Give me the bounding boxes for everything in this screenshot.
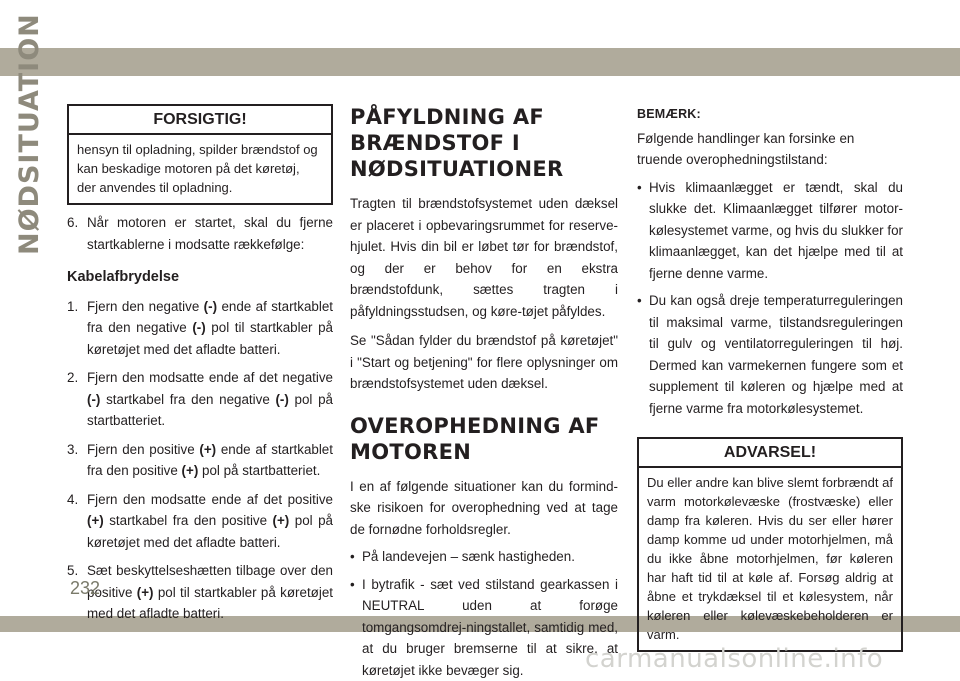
list-item (67, 296, 333, 361)
list-item-step-6 (67, 212, 333, 255)
step-number: 6. (67, 212, 87, 255)
warning-text: Du eller andre kan blive slemt forbrændt af varm motorkølevæske (frostvæske) eller damp fra køleren. Hvis du ser eller hører damp komme ud under motorhjelmen, må du ikke åbne motorhjelmen, før køleren har haft tid til at køle af. Forsøg aldrig at åbne et trykdæksel til et kølesystem, når køleren eller kølevæskebeholderen er varm. (639, 468, 901, 650)
watermark: carmanualsonline.info (585, 644, 883, 674)
step-number: 2. (67, 367, 87, 432)
bullet-icon: • (350, 574, 362, 681)
section-title: NØDSITUATION (14, 13, 45, 255)
step-text: Fjern den positive (+) ende af startkablet fra den positive (+) pol på startbatteriet. (87, 439, 333, 482)
list-item (350, 546, 618, 568)
paragraph: Tragten til brændstofsystemet uden dæksel er placeret i opbevaringsrummet for reserve-hjulet. Hvis din bil er løbet tør for brændstof, og der er behov for en ekstra brændstofdunk, sættes tragten i påfyldningsstudsen, og køre-tøjet påfyldes. (350, 193, 618, 322)
section-tab (12, 105, 50, 255)
bullet-text: I bytrafik - sæt ved stilstand gearkassen i NEUTRAL uden at forøge tomgangsomdrej-ningstallet, samtidig med, at du bruger bremserne til at sikre, at køretøjet ikke bevæger sig. (362, 574, 618, 681)
list-item (67, 439, 333, 482)
bullet-text: Hvis klimaanlægget er tændt, skal du slukke det. Klimaanlægget tilfører motor-kølesystemet varme, og hvis du slukker for klimaanlægget, kan det hjælpe med til at fjerne denne varme. (649, 177, 903, 285)
caution-title: FORSIGTIG! (69, 106, 331, 135)
paragraph: I en af følgende situationer kan du formind-ske risikoen for overophedning ved at tage de fornødne forholdsregler. (350, 476, 618, 541)
step-text: Sæt beskyttelseshætten tilbage over den positive (+) pol til startkabler på køretøjet med det afladte batteri. (87, 560, 333, 625)
bullet-icon: • (637, 290, 649, 419)
step-number: 3. (67, 439, 87, 482)
bullet-text: Du kan også dreje temperaturreguleringen til maksimal varme, tilstandsreguleringen til gulv og ventilatorreguleringen til høj. Dermed kan varmekernen fungere som et supplement til køleren og hjælpe med at fjerne varme fra motorkølesystemet. (649, 290, 903, 419)
list-item (350, 574, 618, 681)
list-item (637, 290, 903, 419)
heading-engine-overheating: OVEROPHEDNING AF MOTOREN (350, 413, 618, 465)
subheading-disconnect: Kabelafbrydelse (67, 267, 333, 289)
list-item (67, 367, 333, 432)
column-right (637, 104, 903, 652)
top-band (0, 48, 960, 76)
step-number: 4. (67, 489, 87, 554)
warning-box (637, 437, 903, 652)
step-text: Når motoren er startet, skal du fjerne startkablerne i modsatte rækkefølge: (87, 212, 333, 255)
step-text: Fjern den modsatte ende af det positive (+) startkabel fra den positive (+) pol på køretøjet med det afladte batteri. (87, 489, 333, 554)
note-heading: BEMÆRK: (637, 104, 903, 126)
page-number: 232 (70, 578, 100, 599)
bullet-icon: • (637, 177, 649, 285)
bullet-text: På landevejen – sænk hastigheden. (362, 546, 618, 568)
note-text: Følgende handlinger kan forsinke en truende overophedningstilstand: (637, 128, 903, 171)
column-middle (350, 104, 618, 681)
caution-text: hensyn til opladning, spilder brændstof og kan beskadige motoren på det køretøj, der anvendes til opladning. (69, 135, 331, 203)
paragraph: Se "Sådan fylder du brændstof på køretøjet" i "Start og betjening" for flere oplysninger om brændstofsystemet uden dæksel. (350, 330, 618, 395)
list-item (67, 560, 333, 625)
step-text: Fjern den negative (-) ende af startkablet fra den negative (-) pol til startkabler på køretøjet med det afladte batteri. (87, 296, 333, 361)
list-item (637, 177, 903, 285)
step-text: Fjern den modsatte ende af det negative (-) startkabel fra den negative (-) pol på startbatteriet. (87, 367, 333, 432)
step-number: 1. (67, 296, 87, 361)
column-left (67, 104, 333, 625)
warning-title: ADVARSEL! (639, 439, 901, 468)
heading-emergency-fuel: PÅFYLDNING AF BRÆNDSTOF I NØDSITUATIONER (350, 104, 618, 182)
list-item (67, 489, 333, 554)
step-number: 5. (67, 560, 87, 625)
caution-box (67, 104, 333, 205)
bullet-icon: • (350, 546, 362, 568)
